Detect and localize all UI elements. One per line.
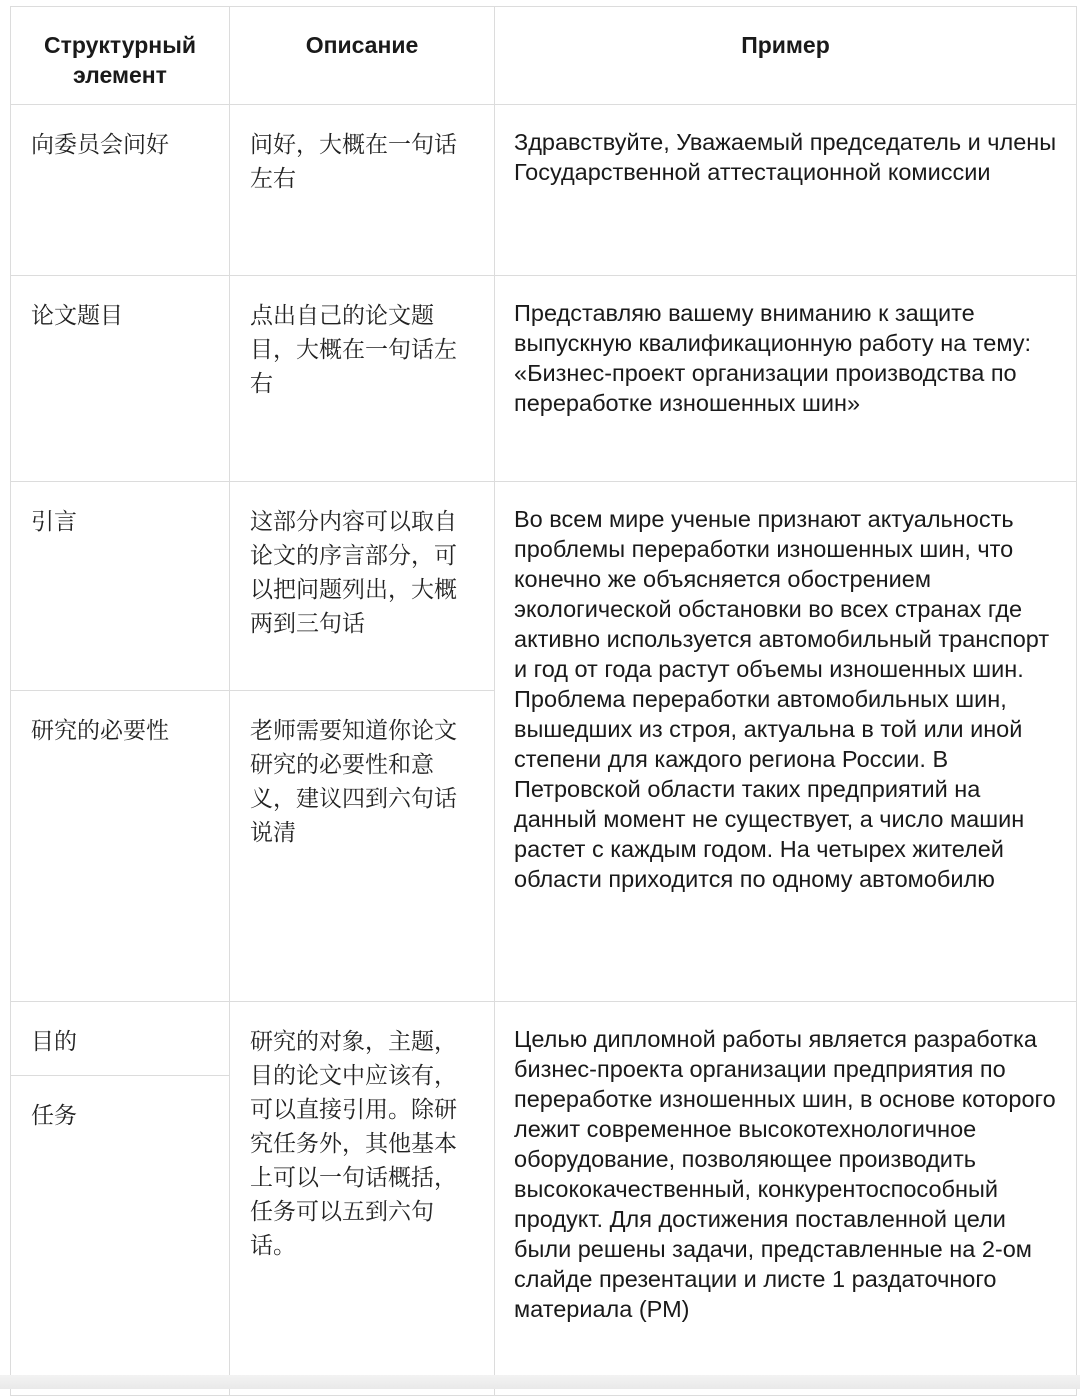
header-example-label: Пример xyxy=(741,32,830,58)
element-text: 目的 xyxy=(31,1029,77,1055)
table-row xyxy=(11,1002,1077,1076)
example-cell xyxy=(495,482,1077,1002)
description-cell xyxy=(230,105,495,276)
table-row xyxy=(11,276,1077,482)
example-text: Целью дипломной работы является разработка бизнес-проекта организации предприятия по переработке изношенных шин, в основе которого лежит современное высокотехнологичное оборудование, позволяющее производить высококачественный, конкурентоспособный продукт. Для достижения поставленной цели были решены задачи, представленные на 2-ом слайде презентации и листе 1 раздаточного материала (РМ) xyxy=(514,1026,1056,1322)
example-text: Во всем мире ученые признают актуальность проблемы переработки изношенных шин, что конечно же объясняется обострением экологической обстановки во всех странах где активно используется автомобильный транспорт и год от года растут объемы изношенных шин. Проблема переработки автомобильных шин, вышедших из строя, актуальна в той или иной степени для каждого региона России. В Петровской области таких предприятий на данный момент не существует, а число машин растет с каждым годом. На четырех жителей области приходится по одному автомобилю xyxy=(514,506,1050,892)
description-cell xyxy=(230,276,495,482)
description-text: 老师需要知道你论文研究的必要性和意义，建议四到六句话说清 xyxy=(250,718,457,846)
example-cell xyxy=(495,276,1077,482)
example-cell xyxy=(495,105,1077,276)
table-header-row xyxy=(11,7,1077,105)
description-cell xyxy=(230,482,495,691)
table-row xyxy=(11,482,1077,691)
element-cell xyxy=(11,691,230,1002)
description-cell xyxy=(230,691,495,1002)
element-cell xyxy=(11,1076,230,1396)
table-row xyxy=(11,105,1077,276)
element-cell xyxy=(11,105,230,276)
header-structural-element-label: Структурный элемент xyxy=(44,32,196,88)
element-text: 引言 xyxy=(31,509,77,535)
element-text: 任务 xyxy=(31,1103,77,1129)
header-description-label: Описание xyxy=(305,32,419,58)
bottom-scroll-edge xyxy=(0,1375,1080,1389)
description-text: 点出自己的论文题目，大概在一句话左右 xyxy=(250,303,457,397)
description-cell xyxy=(230,1002,495,1396)
element-cell xyxy=(11,1002,230,1076)
example-cell xyxy=(495,1002,1077,1396)
description-text: 研究的对象，主题，目的论文中应该有，可以直接引用。除研究任务外，其他基本上可以一句话概括，任务可以五到六句话。 xyxy=(250,1029,457,1259)
header-example xyxy=(495,7,1077,105)
description-text: 这部分内容可以取自论文的序言部分，可以把问题列出，大概两到三句话 xyxy=(250,509,457,637)
element-cell xyxy=(11,482,230,691)
element-cell xyxy=(11,276,230,482)
element-text: 研究的必要性 xyxy=(31,718,169,744)
example-text: Здравствуйте, Уважаемый председатель и члены Государственной аттестационной комиссии xyxy=(514,129,1057,185)
description-text: 问好，大概在一句话左右 xyxy=(250,132,457,192)
element-text: 向委员会问好 xyxy=(31,132,169,158)
element-text: 论文题目 xyxy=(31,303,123,329)
header-structural-element xyxy=(11,7,230,105)
header-description xyxy=(230,7,495,105)
example-text: Представляю вашему вниманию к защите выпускную квалификационную работу на тему: «Бизнес-проект организации производства по переработке изношенных шин» xyxy=(514,300,1032,416)
structure-table xyxy=(10,6,1077,1396)
